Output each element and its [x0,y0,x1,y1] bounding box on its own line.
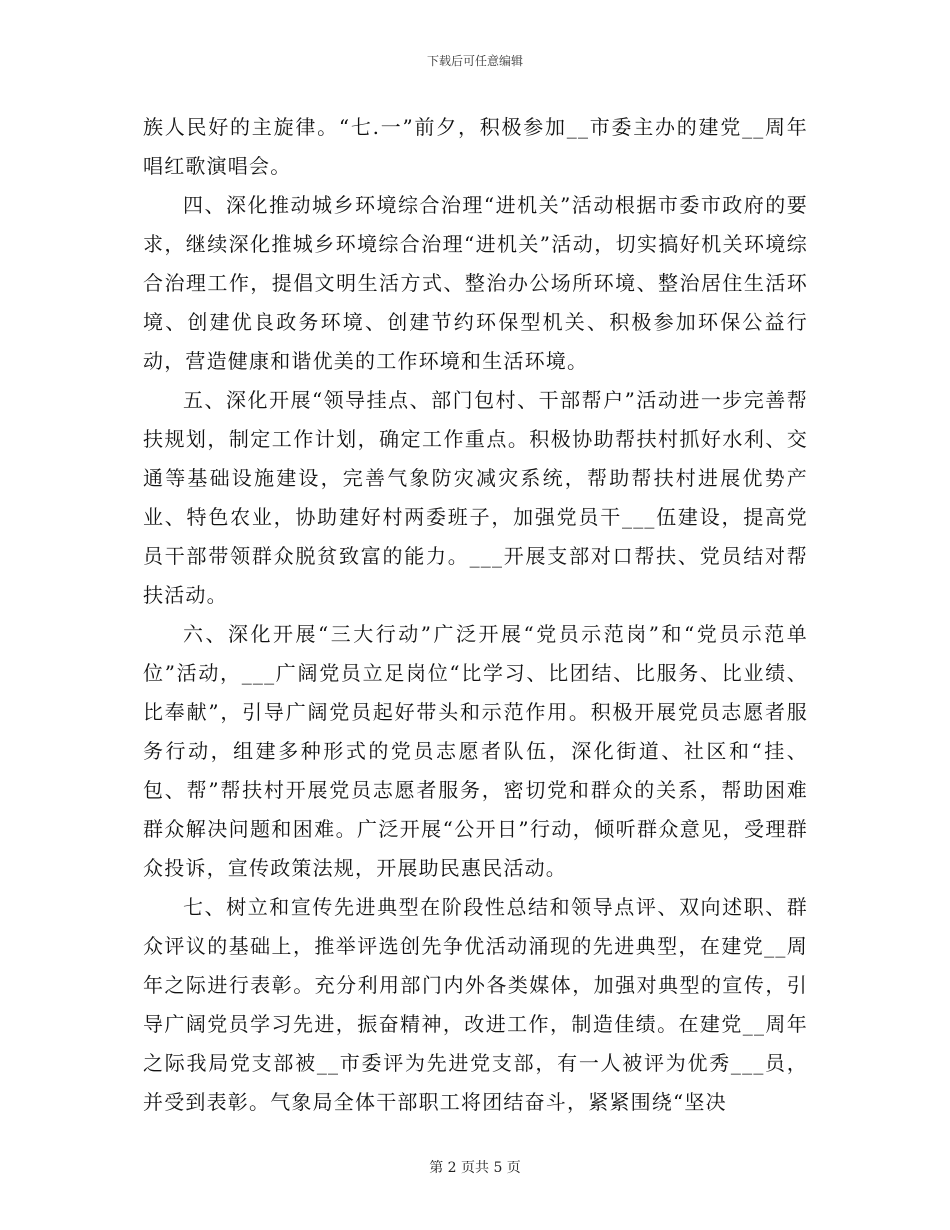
paragraph-section-5: 五、深化开展“领导挂点、部门包村、干部帮户”活动进一步完善帮扶规划，制定工作计划，确定工作重点。积极协助帮扶村抓好水利、交通等基础设施建设，完善气象防灾减灾系统，帮助帮扶村进展优势产业、特色农业，协助建好村两委班子，加强党员干___伍建设，提高党员干部带领群众脱贫致富的能力。___开展支部对口帮扶、党员结对帮扶活动。 [143,388,808,607]
page-footer: 第 2 页共 5 页 [429,1160,521,1176]
page-header: 下载后可任意编辑 [426,54,523,68]
paragraph-section-4: 四、深化推动城乡环境综合治理“进机关”活动根据市委市政府的要求，继续深化推城乡环境综合治理“进机关”活动，切实搞好机关环境综合治理工作，提倡文明生活方式、整治办公场所环境、整治居住生活环境、创建优良政务环境、创建节约环保型机关、积极参加环保公益行动，营造健康和谐优美的工作环境和生活环境。 [143,193,808,373]
paragraph-continuation: 族人民好的主旋律。“七.一”前夕，积极参加__市委主办的建党__周年唱红歌演唱会。 [143,115,808,178]
paragraph-section-6: 六、深化开展“三大行动”广泛开展“党员示范岗”和“党员示范单位”活动，___广阔党员立足岗位“比学习、比团结、比服务、比业绩、比奉献”，引导广阔党员起好带头和示范作用。积极开展党员志愿者服务行动，组建多种形式的党员志愿者队伍，深化街道、社区和“挂、包、帮”帮扶村开展党员志愿者服务，密切党和群众的关系，帮助困难群众解决问题和困难。广泛开展“公开日”行动，倾听群众意见，受理群众投诉，宣传政策法规，开展助民惠民活动。 [143,622,808,880]
document-body [143,108,808,1122]
paragraph-section-7: 七、树立和宣传先进典型在阶段性总结和领导点评、双向述职、群众评议的基础上，推举评选创先争优活动涌现的先进典型，在建党__周年之际进行表彰。充分利用部门内外各类媒体，加强对典型的宣传，引导广阔党员学习先进，振奋精神，改进工作，制造佳绩。在建党__周年之际我局党支部被__市委评为先进党支部，有一人被评为优秀___员，并受到表彰。气象局全体干部职工将团结奋斗，紧紧围绕“坚决 [143,895,808,1114]
